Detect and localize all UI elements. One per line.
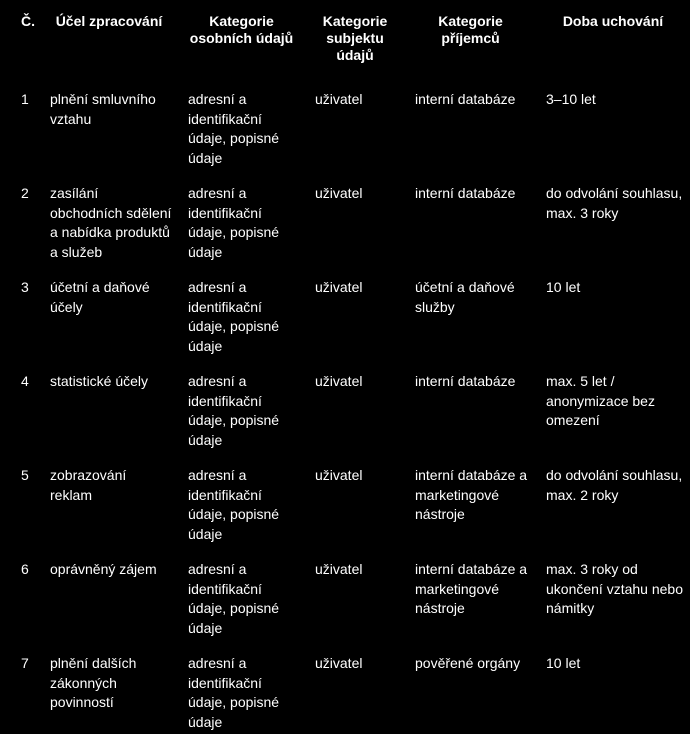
cell-retention-period: max. 3 roky od ukončení vztahu nebo námitky	[546, 561, 683, 616]
header-purpose: Účel zpracování	[55, 13, 163, 29]
cell-personal-data-categories: adresní a identifikační údaje, popisné údaje	[188, 467, 280, 542]
cell-purpose: zobrazování reklam	[50, 467, 127, 503]
cell-retention-period: 3–10 let	[546, 91, 596, 107]
cell-recipient-categories: interní databáze a marketingové nástroje	[415, 561, 528, 616]
cell-data-subject-categories: uživatel	[315, 467, 363, 483]
cell-data-subject-categories: uživatel	[315, 373, 363, 389]
header-personal-data-categories: Kategorie osobních údajů	[189, 13, 294, 46]
cell-purpose: oprávněný zájem	[50, 561, 157, 577]
cell-purpose: statistické účely	[50, 373, 149, 389]
cell-number: 3	[21, 279, 29, 295]
cell-purpose: zasílání obchodních sdělení a nabídka produktů a služeb	[50, 185, 172, 260]
cell-number: 2	[21, 185, 29, 201]
cell-recipient-categories: účetní a daňové služby	[415, 279, 515, 315]
cell-personal-data-categories: adresní a identifikační údaje, popisné údaje	[188, 185, 280, 260]
cell-number: 4	[21, 373, 29, 389]
cell-personal-data-categories: adresní a identifikační údaje, popisné údaje	[188, 561, 280, 636]
cell-retention-period: max. 5 let / anonymizace bez omezení	[546, 373, 655, 428]
cell-retention-period: do odvolání souhlasu, max. 2 roky	[546, 467, 683, 503]
table-row	[0, 450, 690, 544]
cell-recipient-categories: interní databáze a marketingové nástroje	[415, 467, 528, 522]
cell-data-subject-categories: uživatel	[315, 91, 363, 107]
table-row	[0, 544, 690, 638]
cell-retention-period: do odvolání souhlasu, max. 3 roky	[546, 185, 683, 221]
table-header-row	[0, 0, 690, 74]
cell-personal-data-categories: adresní a identifikační údaje, popisné údaje	[188, 91, 280, 166]
cell-purpose: plnění smluvního vztahu	[50, 91, 156, 127]
cell-number: 6	[21, 561, 29, 577]
cell-retention-period: 10 let	[546, 655, 581, 671]
cell-personal-data-categories: adresní a identifikační údaje, popisné údaje	[188, 373, 280, 448]
table-row	[0, 168, 690, 262]
cell-purpose: účetní a daňové účely	[50, 279, 150, 315]
cell-data-subject-categories: uživatel	[315, 561, 363, 577]
cell-number: 7	[21, 655, 29, 671]
header-number: Č.	[21, 13, 35, 29]
header-retention-period: Doba uchování	[562, 13, 664, 29]
cell-personal-data-categories: adresní a identifikační údaje, popisné údaje	[188, 655, 280, 730]
cell-recipient-categories: interní databáze	[415, 91, 516, 107]
cell-data-subject-categories: uživatel	[315, 185, 363, 201]
header-data-subject-categories: Kategorie subjektu údajů	[322, 13, 388, 63]
table-row	[0, 356, 690, 450]
cell-recipient-categories: interní databáze	[415, 185, 516, 201]
cell-purpose: plnění dalších zákonných povinností	[50, 655, 137, 710]
cell-recipient-categories: pověřené orgány	[415, 655, 521, 671]
cell-number: 5	[21, 467, 29, 483]
table-row	[0, 638, 690, 734]
cell-data-subject-categories: uživatel	[315, 655, 363, 671]
cell-personal-data-categories: adresní a identifikační údaje, popisné údaje	[188, 279, 280, 354]
cell-number: 1	[21, 91, 29, 107]
cell-retention-period: 10 let	[546, 279, 581, 295]
cell-data-subject-categories: uživatel	[315, 279, 363, 295]
header-recipient-categories: Kategorie příjemců	[438, 13, 503, 46]
table-row	[0, 262, 690, 356]
table-row	[0, 74, 690, 168]
cell-recipient-categories: interní databáze	[415, 373, 516, 389]
